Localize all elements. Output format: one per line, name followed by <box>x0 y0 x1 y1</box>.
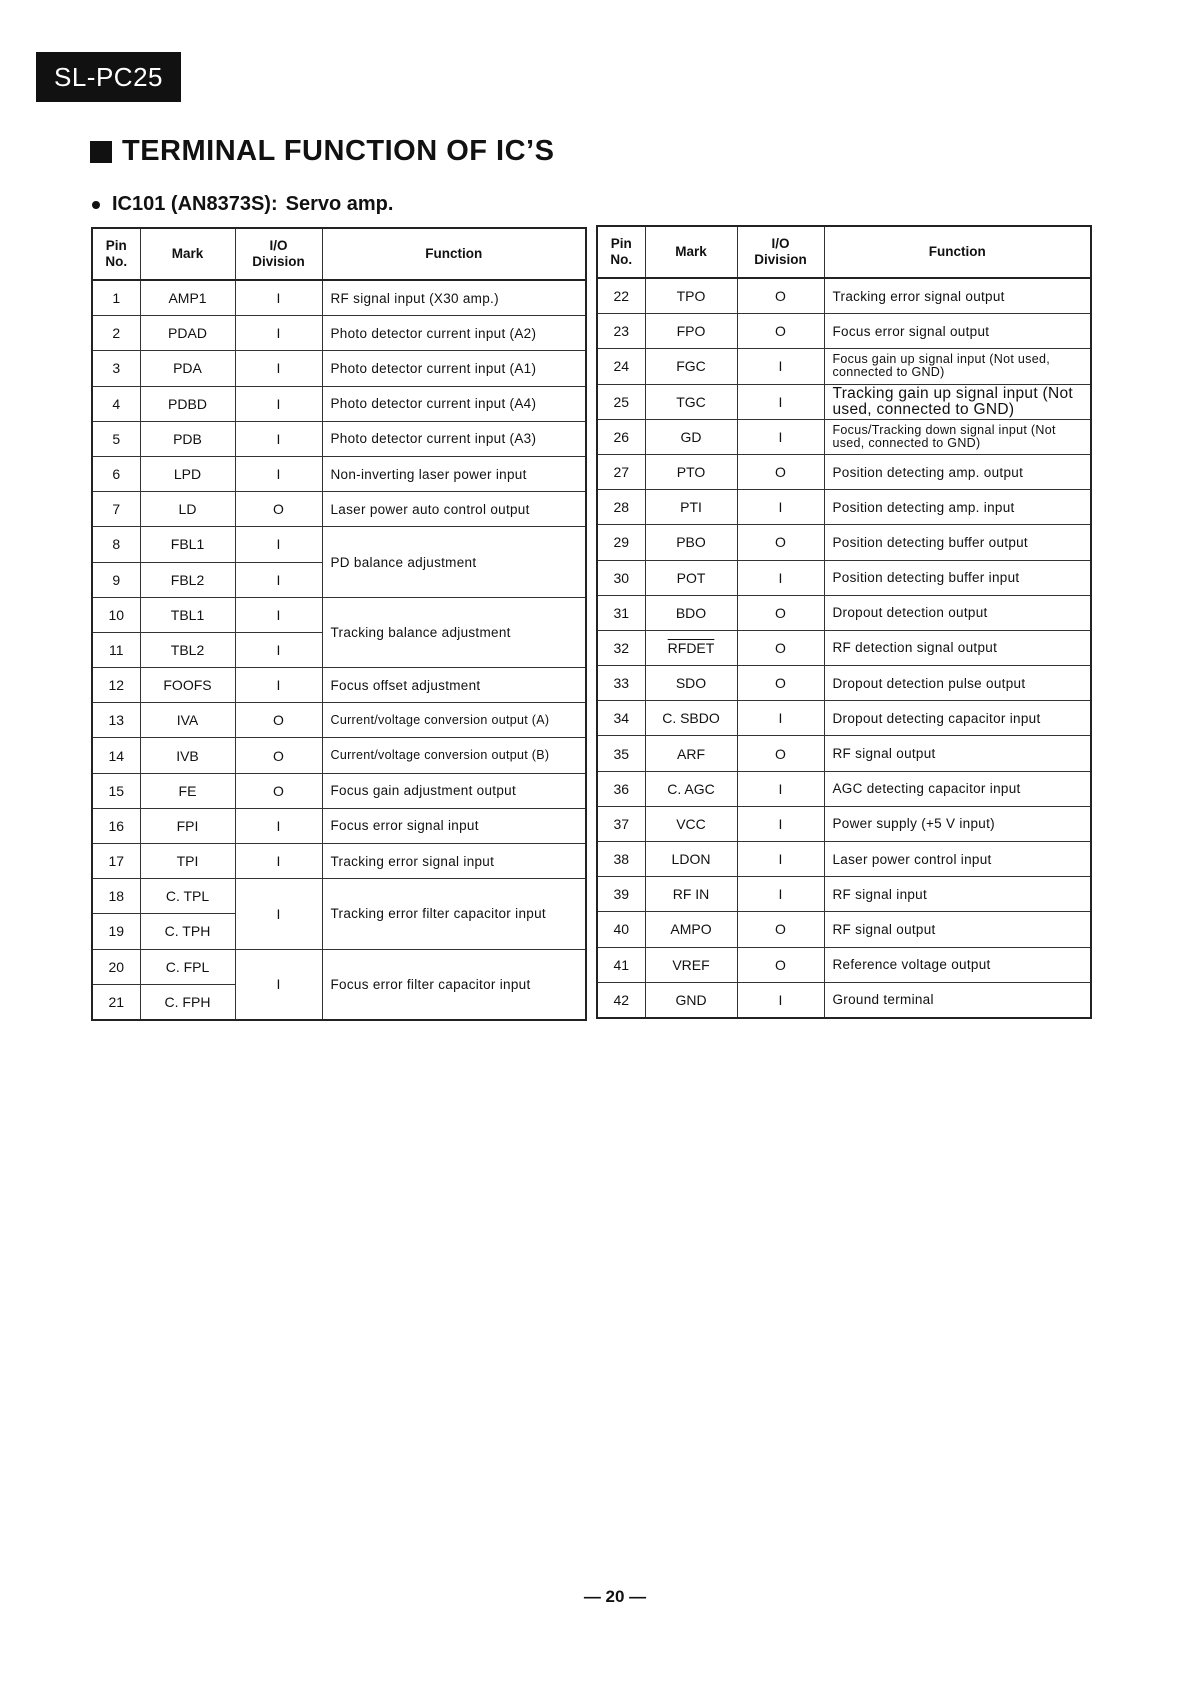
pin-function: Photo detector current input (A1) <box>322 351 586 386</box>
column-header-io: I/O Division <box>235 228 322 280</box>
pin-number: 34 <box>597 701 645 736</box>
pin-function: Dropout detection output <box>824 595 1091 630</box>
table-row <box>597 912 1091 947</box>
table-row <box>597 384 1091 419</box>
pin-function: Ground terminal <box>824 982 1091 1018</box>
pin-number: 3 <box>92 351 140 386</box>
table-header-row <box>92 228 586 280</box>
pin-number: 27 <box>597 454 645 489</box>
table-row <box>92 773 586 808</box>
pin-function: Tracking balance adjustment <box>322 597 586 667</box>
table-row <box>597 736 1091 771</box>
pin-number: 33 <box>597 666 645 701</box>
pin-io: O <box>737 314 824 349</box>
ic-label: IC101 (AN8373S): <box>112 193 278 215</box>
pin-mark: TPI <box>140 844 235 879</box>
pin-mark: C. AGC <box>645 771 737 806</box>
pin-io: O <box>737 912 824 947</box>
table-row <box>597 454 1091 489</box>
pin-number: 40 <box>597 912 645 947</box>
pin-number: 38 <box>597 842 645 877</box>
pin-function: AGC detecting capacitor input <box>824 771 1091 806</box>
table-row <box>92 808 586 843</box>
pin-mark: C. FPL <box>140 949 235 984</box>
pin-number: 9 <box>92 562 140 597</box>
pin-number: 28 <box>597 490 645 525</box>
pin-io: I <box>235 527 322 562</box>
column-header-mark: Mark <box>645 226 737 278</box>
pin-number: 14 <box>92 738 140 773</box>
column-header-function: Function <box>322 228 586 280</box>
pin-mark: TBL2 <box>140 632 235 667</box>
pin-mark: GND <box>645 982 737 1018</box>
pin-mark: PDA <box>140 351 235 386</box>
pin-function: Focus offset adjustment <box>322 668 586 703</box>
pin-function: PD balance adjustment <box>322 527 586 597</box>
table-row <box>92 668 586 703</box>
pin-number: 18 <box>92 879 140 914</box>
pin-function: RF signal output <box>824 912 1091 947</box>
table-row <box>597 595 1091 630</box>
page-title <box>90 135 554 168</box>
pin-io: O <box>737 278 824 314</box>
pin-mark: LDON <box>645 842 737 877</box>
pin-function: Tracking gain up signal input (Not used, connected to GND) <box>824 384 1091 419</box>
pin-number: 16 <box>92 808 140 843</box>
table-row <box>92 527 586 562</box>
pin-io: O <box>235 773 322 808</box>
pin-function: Current/voltage conversion output (B) <box>322 738 586 773</box>
pin-mark: RF IN <box>645 877 737 912</box>
pin-io: I <box>235 844 322 879</box>
table-row <box>597 630 1091 665</box>
table-row <box>597 490 1091 525</box>
table-row <box>92 351 586 386</box>
pin-number: 19 <box>92 914 140 949</box>
pin-mark: AMPO <box>645 912 737 947</box>
pin-mark: ARF <box>645 736 737 771</box>
pin-function: Tracking error signal input <box>322 844 586 879</box>
pin-number: 17 <box>92 844 140 879</box>
pin-mark: RFDET <box>645 630 737 665</box>
pin-number: 30 <box>597 560 645 595</box>
page-title-text: TERMINAL FUNCTION OF IC’S <box>122 135 555 167</box>
pin-function: Focus error filter capacitor input <box>322 949 586 1020</box>
table-row <box>92 280 586 316</box>
pin-io: O <box>737 454 824 489</box>
pin-io: I <box>235 386 322 421</box>
pin-mark: PTO <box>645 454 737 489</box>
pin-io: I <box>737 419 824 454</box>
pin-table-left <box>91 227 587 1021</box>
table-row <box>597 278 1091 314</box>
pin-function: Photo detector current input (A2) <box>322 316 586 351</box>
pin-number: 13 <box>92 703 140 738</box>
pin-io: I <box>235 879 322 949</box>
pin-mark: LD <box>140 492 235 527</box>
pin-io: I <box>737 982 824 1018</box>
pin-function: Laser power control input <box>824 842 1091 877</box>
table-row <box>92 386 586 421</box>
pin-io: O <box>737 947 824 982</box>
pin-mark: AMP1 <box>140 280 235 316</box>
pin-number: 21 <box>92 984 140 1020</box>
table-row <box>92 879 586 914</box>
pin-mark: C. TPH <box>140 914 235 949</box>
table-row <box>92 492 586 527</box>
pin-number: 5 <box>92 421 140 456</box>
table-row <box>597 806 1091 841</box>
table-row <box>92 703 586 738</box>
pin-function: Dropout detection pulse output <box>824 666 1091 701</box>
column-header-mark: Mark <box>140 228 235 280</box>
pin-io: I <box>235 808 322 843</box>
pin-number: 36 <box>597 771 645 806</box>
pin-function: Reference voltage output <box>824 947 1091 982</box>
bullet-icon <box>92 201 100 209</box>
pin-mark: TPO <box>645 278 737 314</box>
pin-mark: IVB <box>140 738 235 773</box>
pin-number: 26 <box>597 419 645 454</box>
pin-io: O <box>737 525 824 560</box>
pin-mark: C. SBDO <box>645 701 737 736</box>
pin-number: 23 <box>597 314 645 349</box>
table-row <box>597 842 1091 877</box>
table-row <box>597 701 1091 736</box>
pin-function: Position detecting buffer output <box>824 525 1091 560</box>
pin-function: RF signal input <box>824 877 1091 912</box>
pin-table-right <box>596 225 1092 1019</box>
pin-function: Non-inverting laser power input <box>322 456 586 491</box>
black-square-icon <box>90 141 112 163</box>
pin-number: 15 <box>92 773 140 808</box>
pin-mark: FPO <box>645 314 737 349</box>
pin-number: 29 <box>597 525 645 560</box>
table-row <box>92 738 586 773</box>
pin-function: Photo detector current input (A3) <box>322 421 586 456</box>
pin-io: I <box>737 701 824 736</box>
pin-mark: VREF <box>645 947 737 982</box>
pin-function: Tracking error filter capacitor input <box>322 879 586 949</box>
page-number: — 20 — <box>583 1587 647 1606</box>
pin-number: 12 <box>92 668 140 703</box>
pin-mark: PDBD <box>140 386 235 421</box>
pin-mark: PDAD <box>140 316 235 351</box>
pin-io: I <box>235 562 322 597</box>
pin-mark: C. FPH <box>140 984 235 1020</box>
pin-number: 42 <box>597 982 645 1018</box>
table-row <box>597 419 1091 454</box>
pin-number: 25 <box>597 384 645 419</box>
table-row <box>597 525 1091 560</box>
pin-io: I <box>235 351 322 386</box>
pin-function: Focus error signal output <box>824 314 1091 349</box>
table-row <box>597 666 1091 701</box>
pin-mark: BDO <box>645 595 737 630</box>
table-row <box>92 316 586 351</box>
pin-function: Focus gain up signal input (Not used, connected to GND) <box>824 349 1091 384</box>
pin-io: I <box>737 806 824 841</box>
table-row <box>92 949 586 984</box>
pin-mark: FPI <box>140 808 235 843</box>
pin-function: Position detecting amp. output <box>824 454 1091 489</box>
pin-mark: PDB <box>140 421 235 456</box>
pin-io: I <box>737 560 824 595</box>
pin-number: 39 <box>597 877 645 912</box>
pin-mark: PBO <box>645 525 737 560</box>
table-row <box>597 349 1091 384</box>
pin-mark: C. TPL <box>140 879 235 914</box>
pin-io: I <box>235 949 322 1020</box>
pin-number: 6 <box>92 456 140 491</box>
table-row <box>92 597 586 632</box>
pin-mark: TGC <box>645 384 737 419</box>
pin-number: 20 <box>92 949 140 984</box>
pin-function: Focus/Tracking down signal input (Not used, connected to GND) <box>824 419 1091 454</box>
pin-number: 2 <box>92 316 140 351</box>
pin-io: I <box>235 456 322 491</box>
pin-function: Position detecting buffer input <box>824 560 1091 595</box>
pin-number: 37 <box>597 806 645 841</box>
pin-number: 4 <box>92 386 140 421</box>
table-row <box>92 421 586 456</box>
model-badge: SL-PC25 <box>36 52 181 102</box>
pin-mark: FGC <box>645 349 737 384</box>
pin-function: RF signal input (X30 amp.) <box>322 280 586 316</box>
pin-function: Photo detector current input (A4) <box>322 386 586 421</box>
pin-function: Focus error signal input <box>322 808 586 843</box>
pin-io: I <box>235 421 322 456</box>
pin-mark: FOOFS <box>140 668 235 703</box>
pin-io: I <box>737 349 824 384</box>
pin-mark: IVA <box>140 703 235 738</box>
pin-io: O <box>737 736 824 771</box>
pin-number: 8 <box>92 527 140 562</box>
ic-description: Servo amp. <box>285 193 394 215</box>
pin-io: O <box>235 738 322 773</box>
pin-number: 24 <box>597 349 645 384</box>
pin-number: 7 <box>92 492 140 527</box>
pin-function: RF detection signal output <box>824 630 1091 665</box>
pin-io: I <box>235 316 322 351</box>
pin-number: 32 <box>597 630 645 665</box>
pin-mark: TBL1 <box>140 597 235 632</box>
pin-io: I <box>235 632 322 667</box>
table-row <box>597 560 1091 595</box>
pin-mark: FE <box>140 773 235 808</box>
column-header-function: Function <box>824 226 1091 278</box>
pin-io: I <box>737 842 824 877</box>
pin-io: O <box>235 492 322 527</box>
table-row <box>597 947 1091 982</box>
pin-number: 11 <box>92 632 140 667</box>
pin-number: 22 <box>597 278 645 314</box>
pin-mark: FBL2 <box>140 562 235 597</box>
pin-number: 31 <box>597 595 645 630</box>
pin-number: 41 <box>597 947 645 982</box>
pin-function: Position detecting amp. input <box>824 490 1091 525</box>
pin-io: I <box>737 384 824 419</box>
column-header-pin: Pin No. <box>92 228 140 280</box>
table-row <box>597 314 1091 349</box>
pin-function: Laser power auto control output <box>322 492 586 527</box>
pin-number: 35 <box>597 736 645 771</box>
table-row <box>597 877 1091 912</box>
pin-mark: SDO <box>645 666 737 701</box>
pin-function: Current/voltage conversion output (A) <box>322 703 586 738</box>
pin-io: I <box>235 280 322 316</box>
pin-function: Dropout detecting capacitor input <box>824 701 1091 736</box>
pin-io: I <box>737 771 824 806</box>
pin-mark: VCC <box>645 806 737 841</box>
pin-io: O <box>737 666 824 701</box>
pin-number: 10 <box>92 597 140 632</box>
pin-mark: PTI <box>645 490 737 525</box>
pin-function: Focus gain adjustment output <box>322 773 586 808</box>
pin-mark: FBL1 <box>140 527 235 562</box>
pin-mark: GD <box>645 419 737 454</box>
pin-io: I <box>737 490 824 525</box>
pin-number: 1 <box>92 280 140 316</box>
section-title <box>92 193 393 216</box>
pin-io: I <box>235 668 322 703</box>
table-row <box>92 844 586 879</box>
pin-function: RF signal output <box>824 736 1091 771</box>
pin-io: O <box>737 630 824 665</box>
pin-function: Power supply (+5 V input) <box>824 806 1091 841</box>
pin-io: O <box>235 703 322 738</box>
column-header-io: I/O Division <box>737 226 824 278</box>
pin-mark: LPD <box>140 456 235 491</box>
pin-io: O <box>737 595 824 630</box>
pin-io: I <box>737 877 824 912</box>
table-header-row <box>597 226 1091 278</box>
table-row <box>92 456 586 491</box>
pin-mark: POT <box>645 560 737 595</box>
pin-io: I <box>235 597 322 632</box>
table-row <box>597 982 1091 1018</box>
pin-function: Tracking error signal output <box>824 278 1091 314</box>
table-row <box>597 771 1091 806</box>
column-header-pin: Pin No. <box>597 226 645 278</box>
